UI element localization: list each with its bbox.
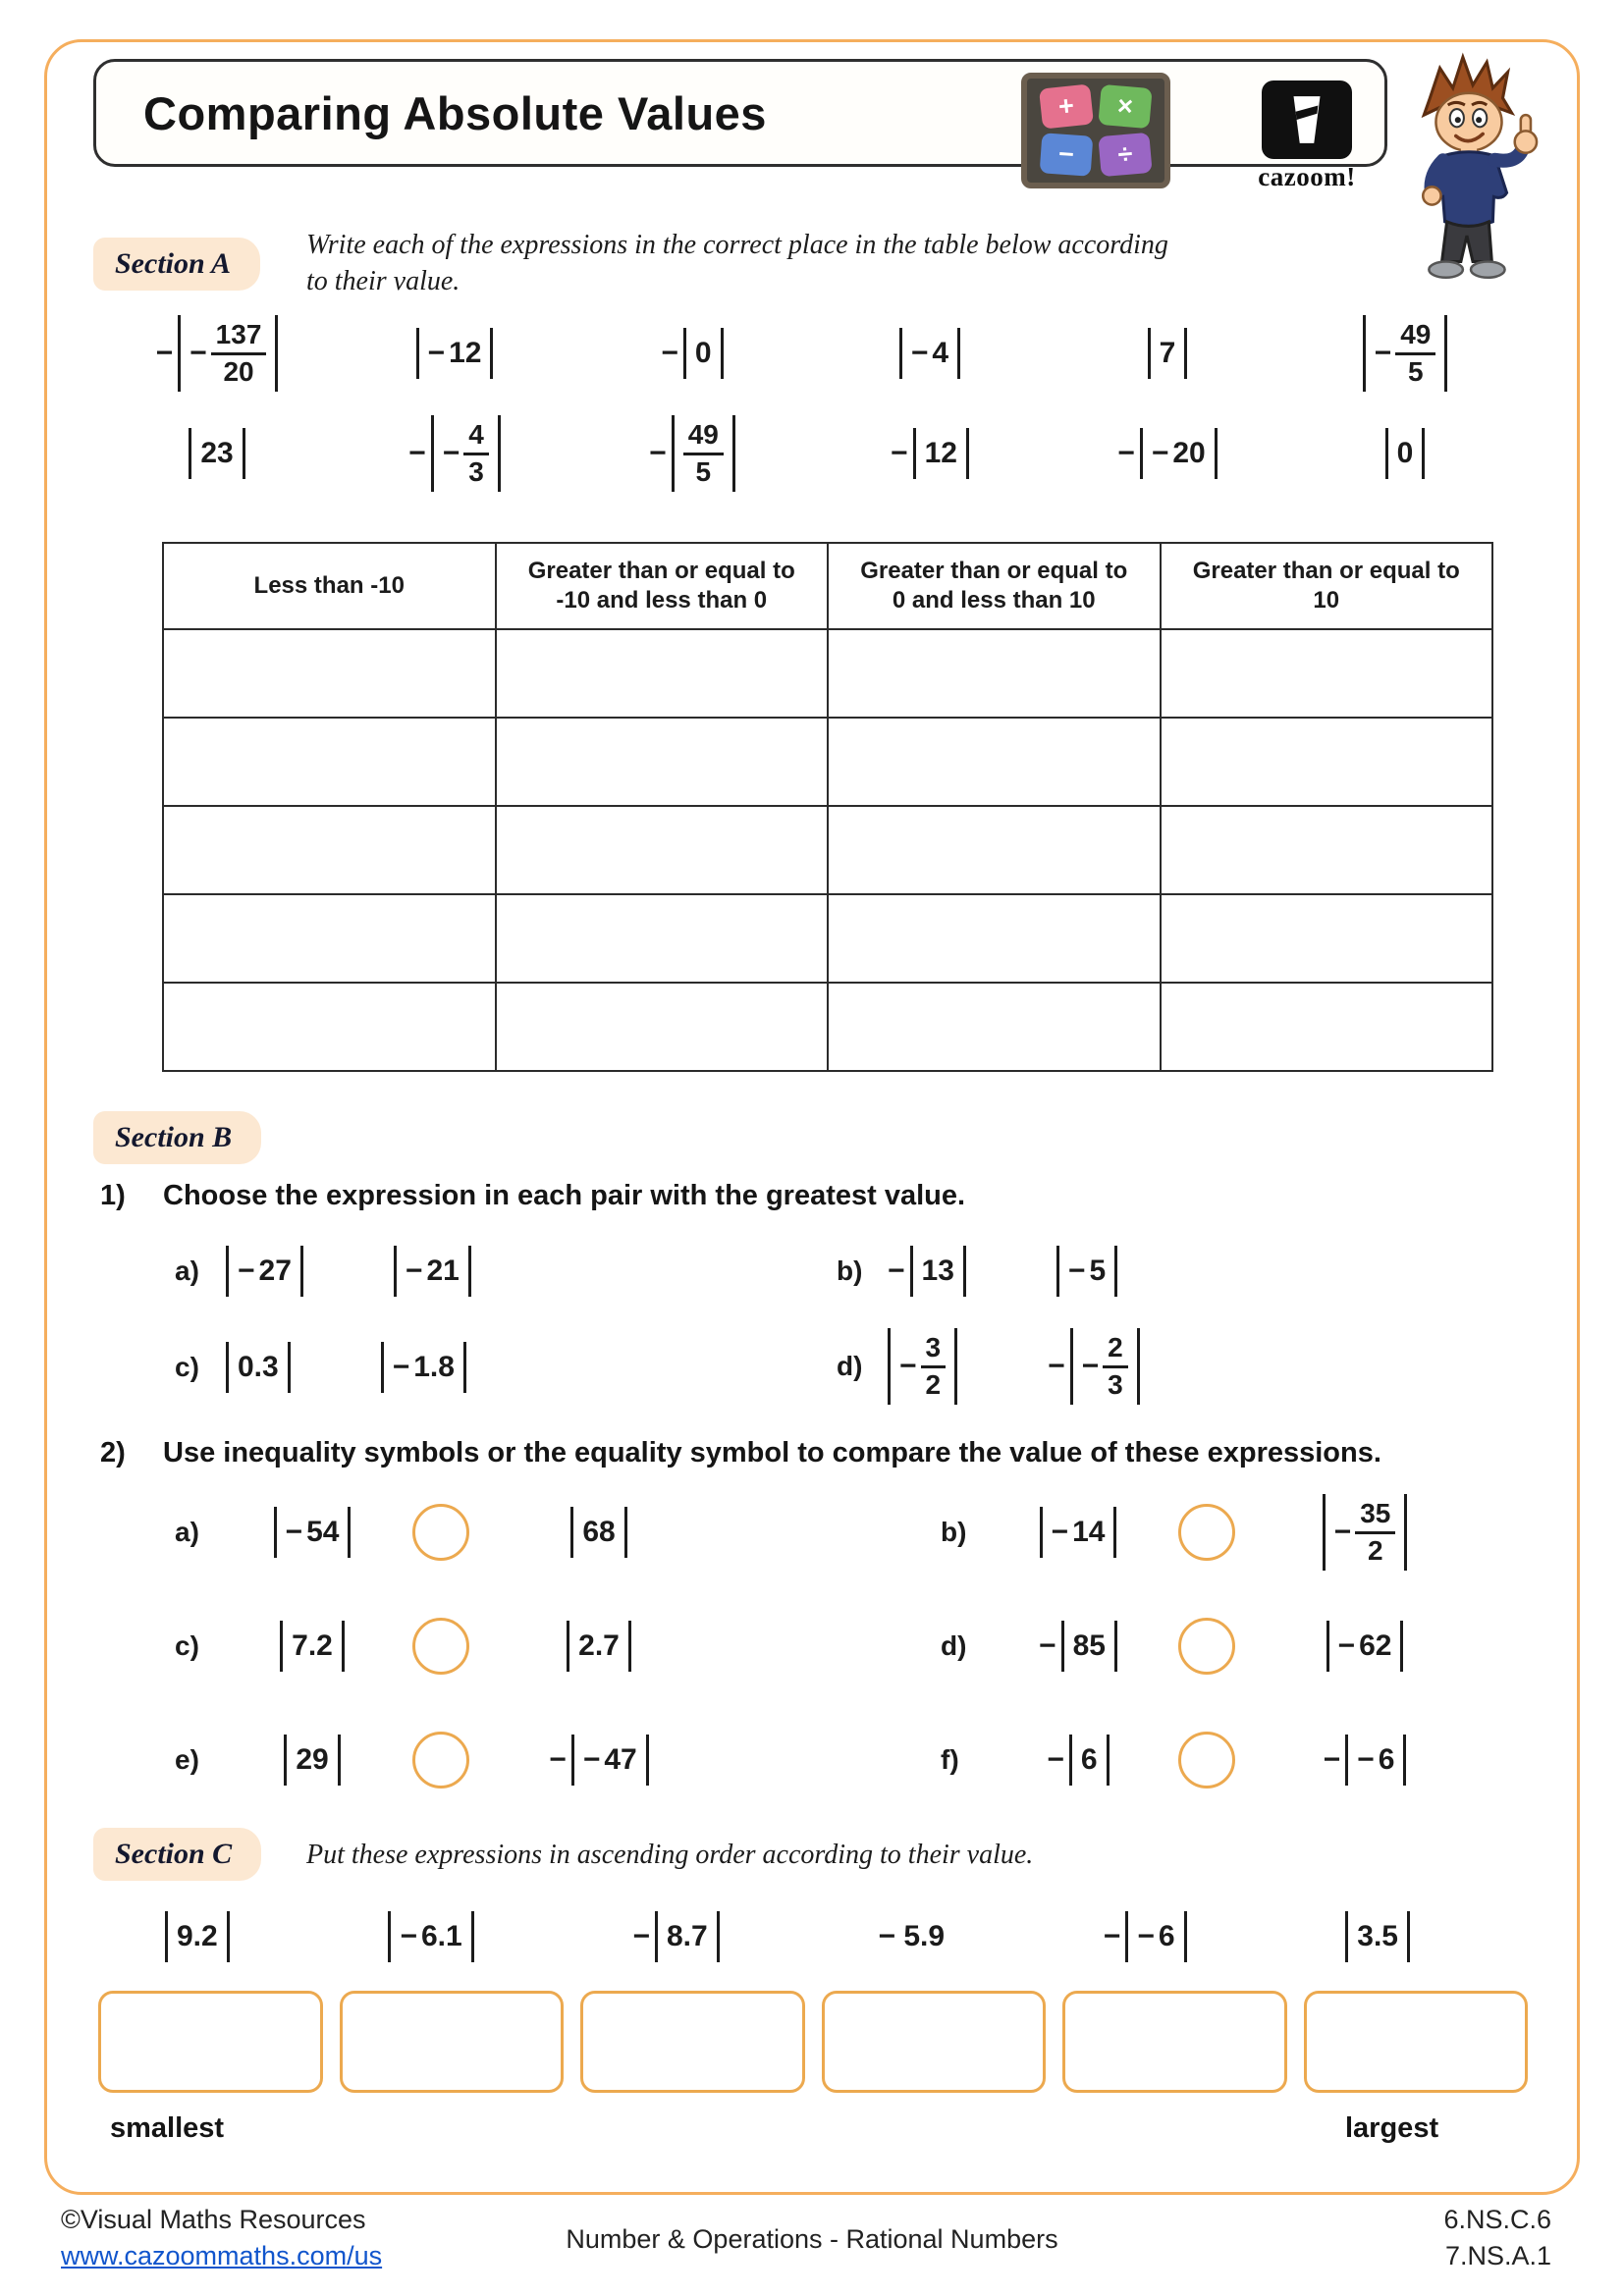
abs-expression: − 12 xyxy=(891,428,969,479)
answer-cell[interactable] xyxy=(828,629,1161,718)
answer-cell[interactable] xyxy=(163,983,496,1071)
expression-cell xyxy=(811,428,1049,479)
question-1-heading xyxy=(100,1180,965,1212)
table-row xyxy=(163,894,1492,983)
expression-cell xyxy=(573,328,811,379)
table-row xyxy=(163,806,1492,894)
order-answer-box[interactable] xyxy=(822,1991,1047,2093)
abs-expression: − 85 xyxy=(1039,1621,1117,1672)
answer-cell[interactable] xyxy=(163,806,496,894)
abs-expression: 9.2 xyxy=(165,1911,230,1962)
abs-expression: 0 xyxy=(1385,428,1426,479)
item-label: b) xyxy=(941,1517,967,1547)
item-label: d) xyxy=(837,1351,863,1381)
answer-cell[interactable] xyxy=(163,629,496,718)
order-answer-box[interactable] xyxy=(340,1991,565,2093)
question-2-heading xyxy=(100,1437,1381,1469)
abs-expression[interactable]: − $\frac{3}{2}$ xyxy=(888,1328,957,1404)
footer-topic-text: Number & Operations - Rational Numbers xyxy=(566,2224,1058,2254)
q1-pair-a xyxy=(175,1229,471,1313)
answer-circle[interactable] xyxy=(1178,1618,1235,1675)
abs-expression: 2.7 xyxy=(567,1621,631,1672)
question-number: 2) xyxy=(100,1437,126,1468)
question-prompt: Choose the expression in each pair with the greatest value. xyxy=(163,1180,966,1211)
section-c-instruction: Put these expressions in ascending order according to their value. xyxy=(306,1840,1034,1870)
order-answer-box[interactable] xyxy=(98,1991,323,2093)
answer-cell[interactable] xyxy=(496,806,829,894)
abs-expression: − 54 xyxy=(274,1507,352,1558)
question-prompt: Use inequality symbols or the equality symbol to compare the value of these expressions. xyxy=(163,1437,1381,1468)
cazoom-wordmark: cazoom! xyxy=(1258,162,1356,191)
table-header: Greater than or equal to 0 and less than 10 xyxy=(828,543,1161,629)
abs-expression: 23 xyxy=(189,428,244,479)
answer-circle[interactable] xyxy=(412,1732,469,1789)
abs-expression: − − 6 xyxy=(1324,1735,1407,1786)
abs-expression: − − 6 xyxy=(1104,1911,1187,1962)
times-tile-icon: × xyxy=(1098,84,1152,129)
answer-cell[interactable] xyxy=(496,983,829,1071)
table-header: Greater than or equal to 10 xyxy=(1161,543,1493,629)
abs-expression: − 6.1 xyxy=(388,1911,473,1962)
abs-expression: 68 xyxy=(570,1507,626,1558)
abs-expression[interactable]: − 27 xyxy=(226,1246,303,1297)
abs-expression: − $\frac{49}{5}$ xyxy=(1363,315,1448,391)
answer-cell[interactable] xyxy=(828,894,1161,983)
abs-expression: − 62 xyxy=(1326,1621,1404,1672)
table-header: Greater than or equal to -10 and less than 0 xyxy=(496,543,829,629)
abs-expression[interactable]: − − $\frac{2}{3}$ xyxy=(1048,1328,1140,1404)
q2-pair-d xyxy=(941,1600,1473,1692)
answer-cell[interactable] xyxy=(828,718,1161,806)
answer-cell[interactable] xyxy=(1161,983,1493,1071)
abs-expression[interactable]: 0.3 xyxy=(226,1342,291,1393)
abs-expression[interactable]: − 13 xyxy=(888,1246,966,1297)
q2-pair-a xyxy=(175,1486,707,1578)
expression-cell xyxy=(811,328,1049,379)
section-c-label: Section C xyxy=(93,1828,261,1881)
divide-tile-icon: ÷ xyxy=(1098,133,1152,177)
abs-expression: − − 20 xyxy=(1117,428,1217,479)
abs-expression[interactable]: − 21 xyxy=(394,1246,471,1297)
answer-cell[interactable] xyxy=(1161,806,1493,894)
abs-expression: 3.5 xyxy=(1345,1911,1410,1962)
q1-pair-b xyxy=(837,1229,1117,1313)
answer-circle[interactable] xyxy=(412,1618,469,1675)
expression-cell xyxy=(336,415,573,491)
abs-expression: − − $\frac{137}{20}$ xyxy=(156,315,279,391)
expression-cell xyxy=(1286,428,1524,479)
q2-pair-f xyxy=(941,1714,1473,1806)
copyright-text: ©Visual Maths Resources xyxy=(61,2205,366,2234)
plain-expression: − 5.9 xyxy=(878,1920,946,1953)
abs-expression: − 0 xyxy=(661,328,723,379)
math-board-icon xyxy=(1021,73,1170,188)
ordering-answer-row xyxy=(98,1991,1528,2093)
abs-expression: − 14 xyxy=(1040,1507,1117,1558)
largest-label: largest xyxy=(1345,2112,1439,2144)
item-label: c) xyxy=(175,1630,199,1661)
answer-cell[interactable] xyxy=(496,894,829,983)
plus-tile-icon: + xyxy=(1039,83,1094,129)
expression-cell xyxy=(1286,315,1524,391)
table-row xyxy=(163,718,1492,806)
item-label: a) xyxy=(175,1255,199,1286)
abs-expression: − 12 xyxy=(416,328,494,379)
abs-expression: 29 xyxy=(284,1735,340,1786)
expression-cell xyxy=(1049,328,1286,379)
answer-cell[interactable] xyxy=(828,983,1161,1071)
answer-cell[interactable] xyxy=(1161,894,1493,983)
answer-cell[interactable] xyxy=(496,718,829,806)
abs-expression: − $\frac{35}{2}$ xyxy=(1323,1494,1408,1570)
abs-expression: − 6 xyxy=(1047,1735,1109,1786)
answer-cell[interactable] xyxy=(1161,718,1493,806)
expression-row-1 xyxy=(98,308,1524,399)
answer-cell[interactable] xyxy=(163,894,496,983)
abs-expression: − $\frac{49}{5}$ xyxy=(649,415,735,491)
abs-expression: − − 47 xyxy=(549,1735,648,1786)
expression-cell xyxy=(98,428,336,479)
answer-circle[interactable] xyxy=(1178,1732,1235,1789)
answer-circle[interactable] xyxy=(1178,1504,1235,1561)
order-answer-box[interactable] xyxy=(1304,1991,1529,2093)
expression-cell xyxy=(336,328,573,379)
section-a-label: Section A xyxy=(93,238,260,291)
cazoom-logo xyxy=(1245,80,1369,192)
q2-pair-e xyxy=(175,1714,707,1806)
instruction-line: to their value. xyxy=(306,265,460,296)
expression-row-2 xyxy=(98,408,1524,499)
website-link[interactable]: www.cazoommaths.com/us xyxy=(61,2241,383,2270)
standard-code-2: 7.NS.A.1 xyxy=(1444,2241,1551,2270)
answer-cell[interactable] xyxy=(496,629,829,718)
q1-pair-c xyxy=(175,1325,466,1410)
page-title: Comparing Absolute Values xyxy=(143,86,767,139)
smallest-label: smallest xyxy=(110,2112,225,2144)
item-label: b) xyxy=(837,1255,863,1286)
instruction-line: Write each of the expressions in the correct place in the table below according xyxy=(306,230,1168,260)
section-c-expression-row xyxy=(165,1898,1410,1975)
q2-pair-c xyxy=(175,1600,707,1692)
abs-expression: 7 xyxy=(1148,328,1188,379)
answer-cell[interactable] xyxy=(1161,629,1493,718)
abs-expression: 7.2 xyxy=(280,1621,345,1672)
item-label: e) xyxy=(175,1744,199,1775)
title-box xyxy=(93,59,1387,167)
answer-cell[interactable] xyxy=(163,718,496,806)
question-number: 1) xyxy=(100,1180,126,1211)
minus-tile-icon: − xyxy=(1040,133,1094,177)
table-header: Less than -10 xyxy=(163,543,496,629)
cazoom-glass-icon xyxy=(1262,80,1352,159)
abs-expression: − 8.7 xyxy=(632,1911,719,1962)
abs-expression: − − $\frac{4}{3}$ xyxy=(408,415,501,491)
mascot-character xyxy=(1382,43,1557,293)
answer-cell[interactable] xyxy=(828,806,1161,894)
sorting-table xyxy=(162,542,1493,1072)
item-label: c) xyxy=(175,1352,199,1382)
item-label: f) xyxy=(941,1744,959,1775)
q2-pair-b xyxy=(941,1486,1473,1578)
expression-cell xyxy=(1049,428,1286,479)
table-row xyxy=(163,629,1492,718)
expression-cell xyxy=(98,315,336,391)
order-answer-box[interactable] xyxy=(1062,1991,1287,2093)
table-header-row xyxy=(163,543,1492,629)
section-a-instruction xyxy=(306,228,1168,300)
order-answer-box[interactable] xyxy=(580,1991,805,2093)
table-row xyxy=(163,983,1492,1071)
abs-expression[interactable]: − 5 xyxy=(1056,1246,1117,1297)
item-label: d) xyxy=(941,1630,967,1661)
q1-pair-d xyxy=(837,1319,1140,1414)
abs-expression[interactable]: − 1.8 xyxy=(381,1342,466,1393)
standard-code-1: 6.NS.C.6 xyxy=(1443,2205,1551,2234)
expression-cell xyxy=(573,415,811,491)
section-b-label: Section B xyxy=(93,1111,261,1164)
abs-expression: − 4 xyxy=(899,328,960,379)
answer-circle[interactable] xyxy=(412,1504,469,1561)
item-label: a) xyxy=(175,1517,199,1547)
